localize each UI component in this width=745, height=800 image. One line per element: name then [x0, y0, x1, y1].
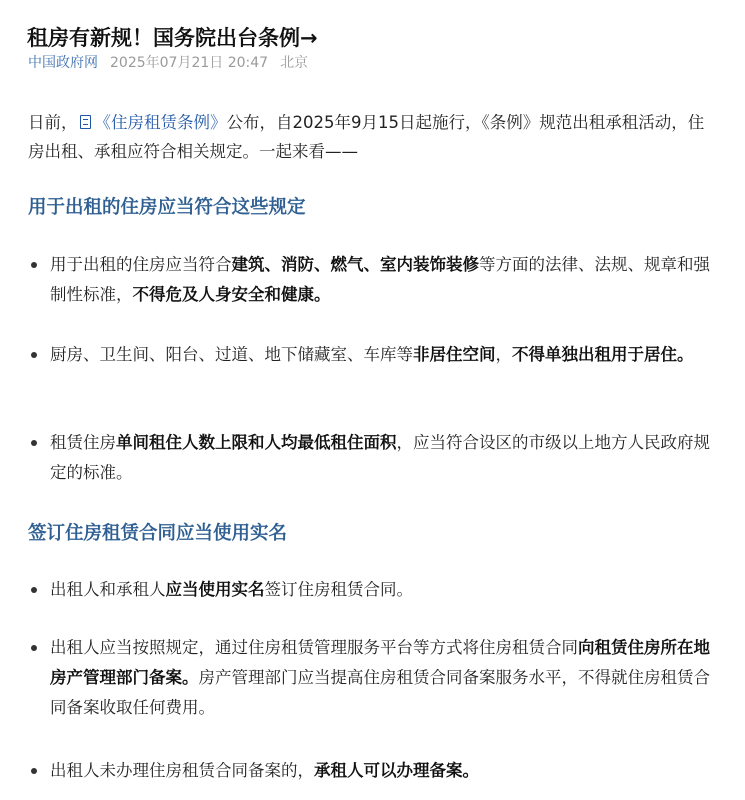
- list-item: 出租人应当按照规定，通过住房租赁管理服务平台等方式将住房租赁合同向租赁住房所在地房产管理部门备案。房产管理部门应当提高住房租赁合同备案服务水平，不得就住房租赁合同备案收取任何费用。: [28, 633, 716, 723]
- intro-prefix: 日前，: [28, 113, 78, 132]
- list-item: 厨房、卫生间、阳台、过道、地下储藏室、车库等非居住空间，不得单独出租用于居住。: [28, 340, 716, 370]
- regulation-link[interactable]: 《住房租赁条例》: [94, 113, 227, 132]
- bullet-dot: [31, 587, 37, 593]
- document-icon: [80, 115, 91, 129]
- list-item: 用于出租的住房应当符合建筑、消防、燃气、室内装饰装修等方面的法律、法规、规章和强制性标准，不得危及人身安全和健康。: [28, 250, 716, 310]
- intro-paragraph: [28, 108, 718, 166]
- bullet-dot: [31, 768, 37, 774]
- intro-suffix: 公布，自2025年9月15日起施行，《条例》规范出租承租活动，住房出租、承租应符合相关规定。一起来看——: [28, 113, 705, 161]
- article-meta: [28, 53, 308, 73]
- publish-datetime: 2025年07月21日 20:47: [110, 55, 269, 71]
- bullet-dot: [31, 645, 37, 651]
- bullet-dot: [31, 440, 37, 446]
- section-heading: 用于出租的住房应当符合这些规定: [28, 197, 306, 218]
- article-title: 租房有新规！国务院出台条例→: [27, 26, 318, 51]
- source-link[interactable]: 中国政府网: [28, 55, 98, 71]
- list-item: 出租人和承租人应当使用实名签订住房租赁合同。: [28, 575, 716, 605]
- section-heading: 签订住房租赁合同应当使用实名: [28, 523, 288, 544]
- list-item: 出租人未办理住房租赁合同备案的，承租人可以办理备案。: [28, 756, 716, 786]
- bullet-dot: [31, 352, 37, 358]
- list-item: 租赁住房单间租住人数上限和人均最低租住面积，应当符合设区的市级以上地方人民政府规定的标准。: [28, 428, 716, 488]
- bullet-dot: [31, 262, 37, 268]
- publish-location: 北京: [280, 55, 309, 71]
